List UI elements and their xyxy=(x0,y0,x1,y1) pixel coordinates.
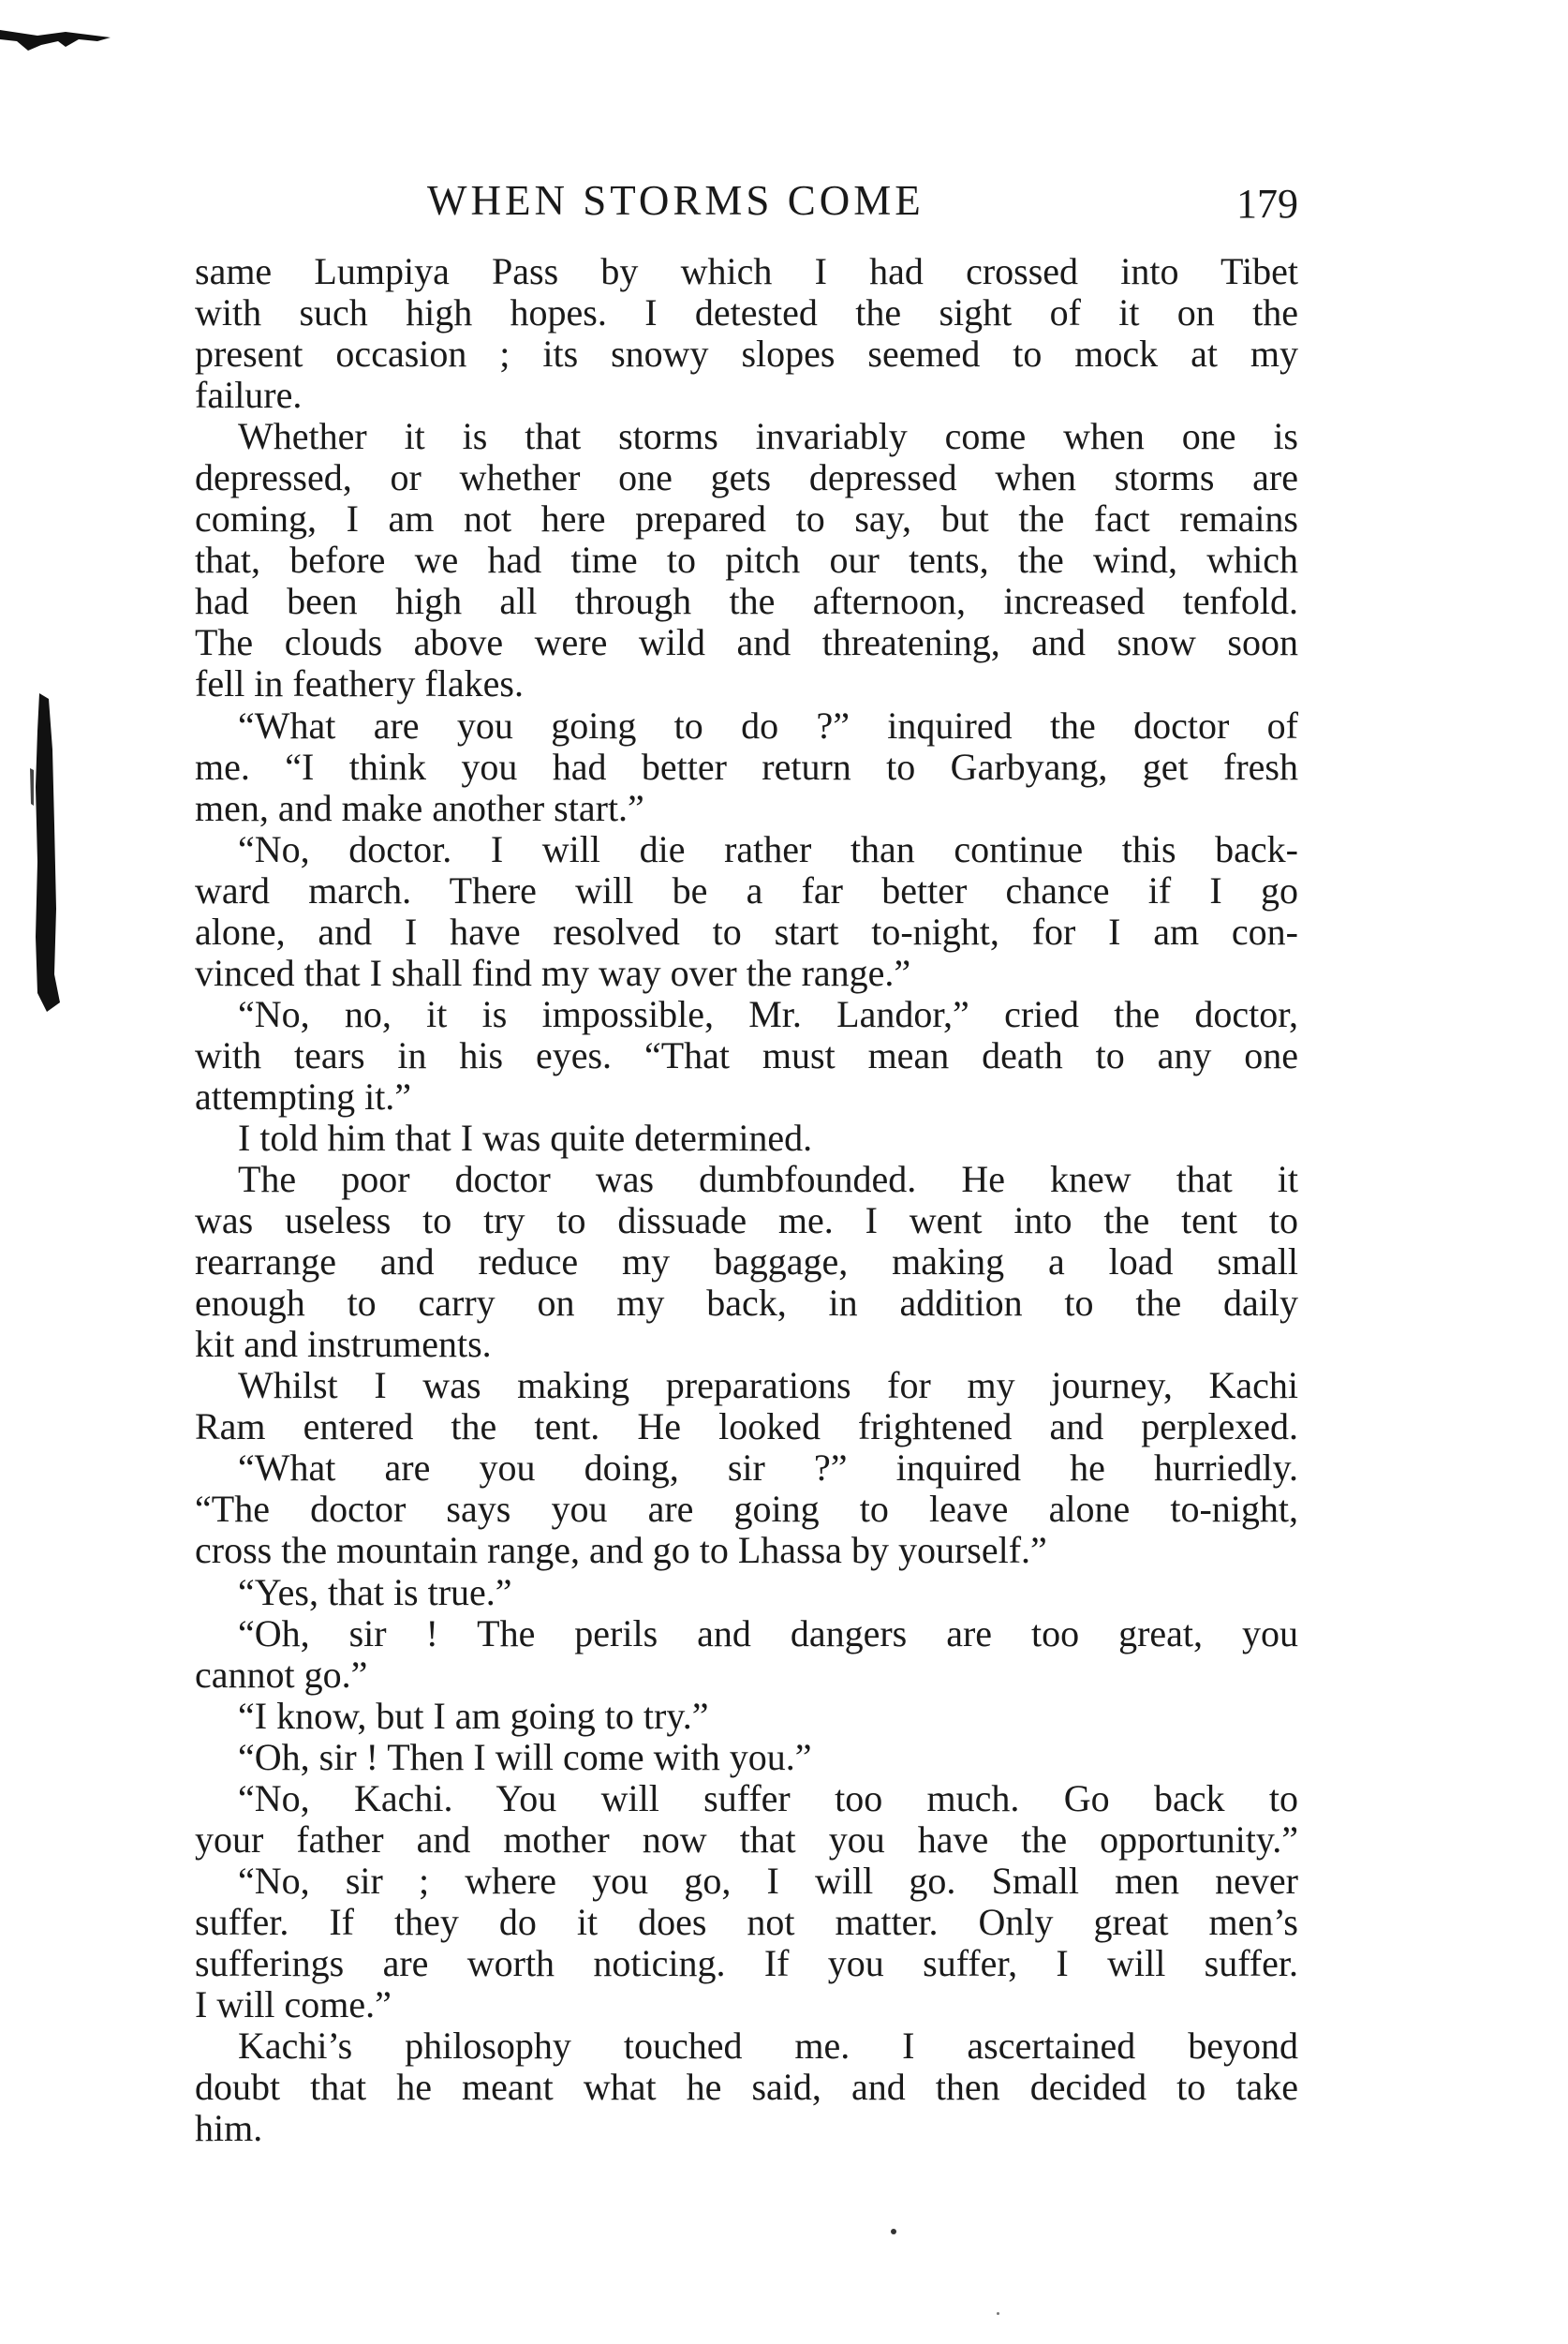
scan-artifact-bar xyxy=(26,693,67,1012)
text-line: with such high hopes. I detested the sight of it on the xyxy=(195,291,1298,334)
text-line: suffer. If they do it does not matter. Only great men’s xyxy=(195,1900,1298,1943)
text-line: ward march. There will be a far better chance if I go xyxy=(195,868,1298,912)
text-line: The poor doctor was dumbfounded. He knew that it xyxy=(238,1158,1298,1201)
text-line: “The doctor says you are going to leave alone to-night, xyxy=(195,1488,1298,1531)
text-line: present occasion ; its snowy slopes seemed to mock at my xyxy=(195,333,1298,376)
text-line: enough to carry on my back, in addition to the daily xyxy=(195,1282,1298,1325)
text-line: “What are you doing, sir ?” inquired he hurriedly. xyxy=(238,1446,1298,1490)
text-line: kit and instruments. xyxy=(195,1323,492,1366)
text-line: alone, and I have resolved to start to-night, for I am con- xyxy=(195,910,1298,953)
text-line: Ram entered the tent. He looked frightened and perplexed. xyxy=(195,1405,1298,1448)
text-line: doubt that he meant what he said, and then decided to take xyxy=(195,2066,1298,2109)
page-speck xyxy=(891,2229,896,2234)
text-line: “No, sir ; where you go, I will go. Small men never xyxy=(238,1859,1298,1902)
text-line: him. xyxy=(195,2107,263,2150)
text-line: “No, Kachi. You will suffer too much. Go back to xyxy=(238,1776,1298,1819)
text-line: I told him that I was quite determined. xyxy=(238,1116,813,1159)
text-line: “Oh, sir ! Then I will come with you.” xyxy=(238,1735,812,1778)
text-line: men, and make another start.” xyxy=(195,786,644,829)
text-line: was useless to try to dissuade me. I went into the tent to xyxy=(195,1199,1298,1242)
text-line: I will come.” xyxy=(195,1982,392,2025)
text-line: that, before we had time to pitch our tents, the wind, which xyxy=(195,539,1298,582)
text-line: fell in feathery flakes. xyxy=(195,662,524,705)
text-line: attempting it.” xyxy=(195,1075,412,1118)
text-line: failure. xyxy=(195,374,303,417)
running-title: WHEN STORMS COME xyxy=(427,177,925,224)
running-head xyxy=(193,176,1298,232)
text-line: your father and mother now that you have the opportunity.” xyxy=(195,1817,1298,1861)
text-line: cannot go.” xyxy=(195,1653,368,1696)
scan-artifact-mark xyxy=(0,26,111,54)
text-line: cross the mountain range, and go to Lhassa by yourself.” xyxy=(195,1529,1047,1572)
text-line: “No, no, it is impossible, Mr. Landor,” cried the doctor, xyxy=(238,992,1298,1035)
text-line: depressed, or whether one gets depressed when storms are xyxy=(195,456,1298,499)
page-speck xyxy=(997,2312,999,2315)
page-number: 179 xyxy=(1236,181,1298,227)
text-line: coming, I am not here prepared to say, but the fact remains xyxy=(195,497,1298,541)
text-line: The clouds above were wild and threatening, and snow soon xyxy=(195,621,1298,664)
text-line: me. “I think you had better return to Garbyang, get fresh xyxy=(195,745,1298,788)
text-line: with tears in his eyes. “That must mean death to any one xyxy=(195,1033,1298,1076)
text-line: “I know, but I am going to try.” xyxy=(238,1694,709,1737)
text-line: “No, doctor. I will die rather than continue this back- xyxy=(238,827,1298,870)
body-text xyxy=(195,251,1298,2149)
text-line: “Oh, sir ! The perils and dangers are too great, you xyxy=(238,1611,1298,1654)
text-line: Kachi’s philosophy touched me. I ascertained beyond xyxy=(238,2025,1298,2068)
text-line: sufferings are worth noticing. If you suffer, I will suffer. xyxy=(195,1941,1298,1984)
text-line: Whether it is that storms invariably come when one is xyxy=(238,415,1298,458)
text-line: same Lumpiya Pass by which I had crossed into Tibet xyxy=(195,250,1298,292)
text-line: Whilst I was making preparations for my journey, Kachi xyxy=(238,1364,1298,1407)
text-line: had been high all through the afternoon, increased tenfold. xyxy=(195,580,1298,623)
text-line: rearrange and reduce my baggage, making a load small xyxy=(195,1240,1298,1283)
text-line: vinced that I shall find my way over the range.” xyxy=(195,951,911,994)
text-line: “Yes, that is true.” xyxy=(238,1570,512,1613)
text-line: “What are you going to do ?” inquired the doctor of xyxy=(238,704,1298,747)
